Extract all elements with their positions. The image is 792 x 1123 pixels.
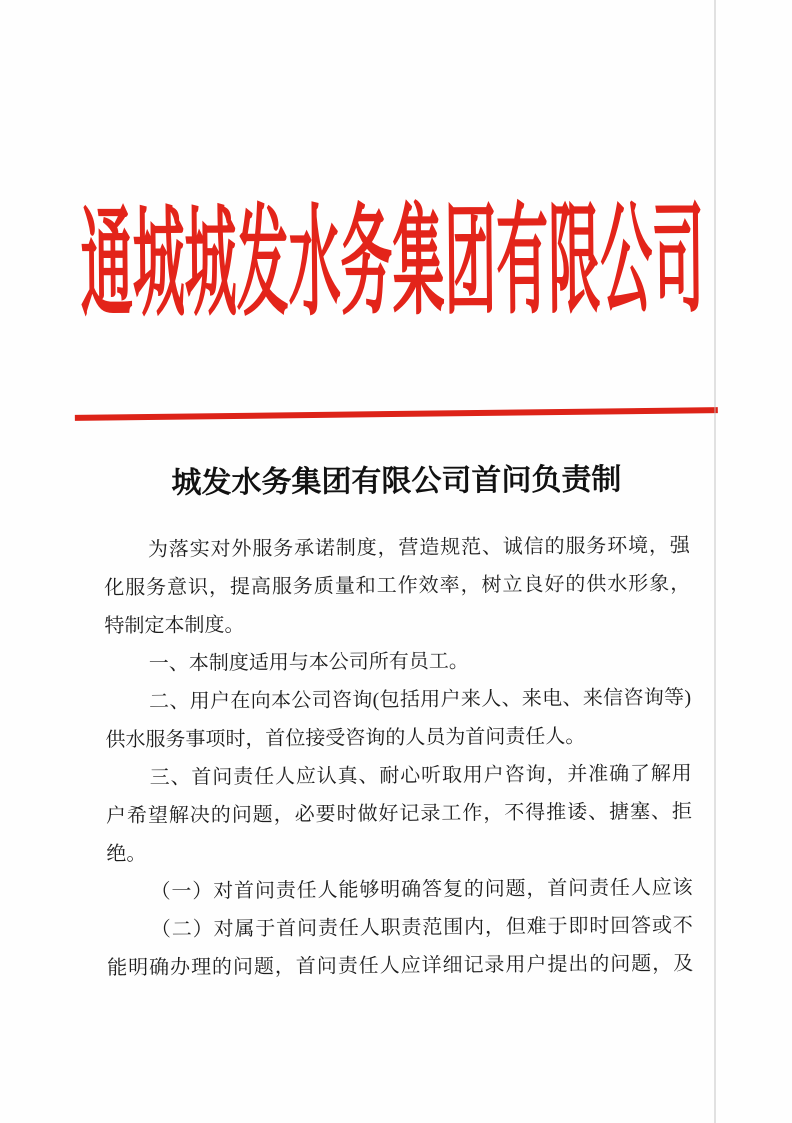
body-line: 为落实对外服务承诺制度，营造规范、诚信的服务环境，强 xyxy=(147,534,690,561)
body-line: 特制定本制度。 xyxy=(104,614,245,638)
document-body xyxy=(104,527,694,988)
body-line: 绝。 xyxy=(106,842,147,866)
company-letterhead-text: 通城城发水务集团有限公司 xyxy=(80,193,705,332)
document-title: 城发水务集团有限公司首问负责制 xyxy=(171,463,622,500)
company-letterhead xyxy=(80,193,792,332)
letterhead-divider-rule xyxy=(75,407,718,421)
scanner-artifact-line xyxy=(714,0,716,1123)
body-line: 一、本制度适用与本公司所有员工。 xyxy=(148,650,469,675)
body-line: 二、用户在向本公司咨询(包括用户来人、来电、来信咨询等) xyxy=(149,686,692,713)
body-line: 化服务意识，提高服务质量和工作效率，树立良好的供水形象， xyxy=(104,572,691,600)
body-line: 能明确办理的问题，首问责任人应详细记录用户提出的问题，及 xyxy=(107,952,694,980)
body-line: 三、首问责任人应认真、耐心听取用户咨询，并准确了解用 xyxy=(149,762,692,789)
body-line: 供水服务事项时，首位接受咨询的人员为首问责任人。 xyxy=(105,725,586,752)
body-line: （一）对首问责任人能够明确答复的问题，首问责任人应该 xyxy=(150,876,693,903)
body-line: 户希望解决的问题，必要时做好记录工作，不得推诿、搪塞、拒 xyxy=(105,800,693,828)
body-line: （二）对属于首问责任人职责范围内，但难于即时回答或不 xyxy=(150,914,693,941)
